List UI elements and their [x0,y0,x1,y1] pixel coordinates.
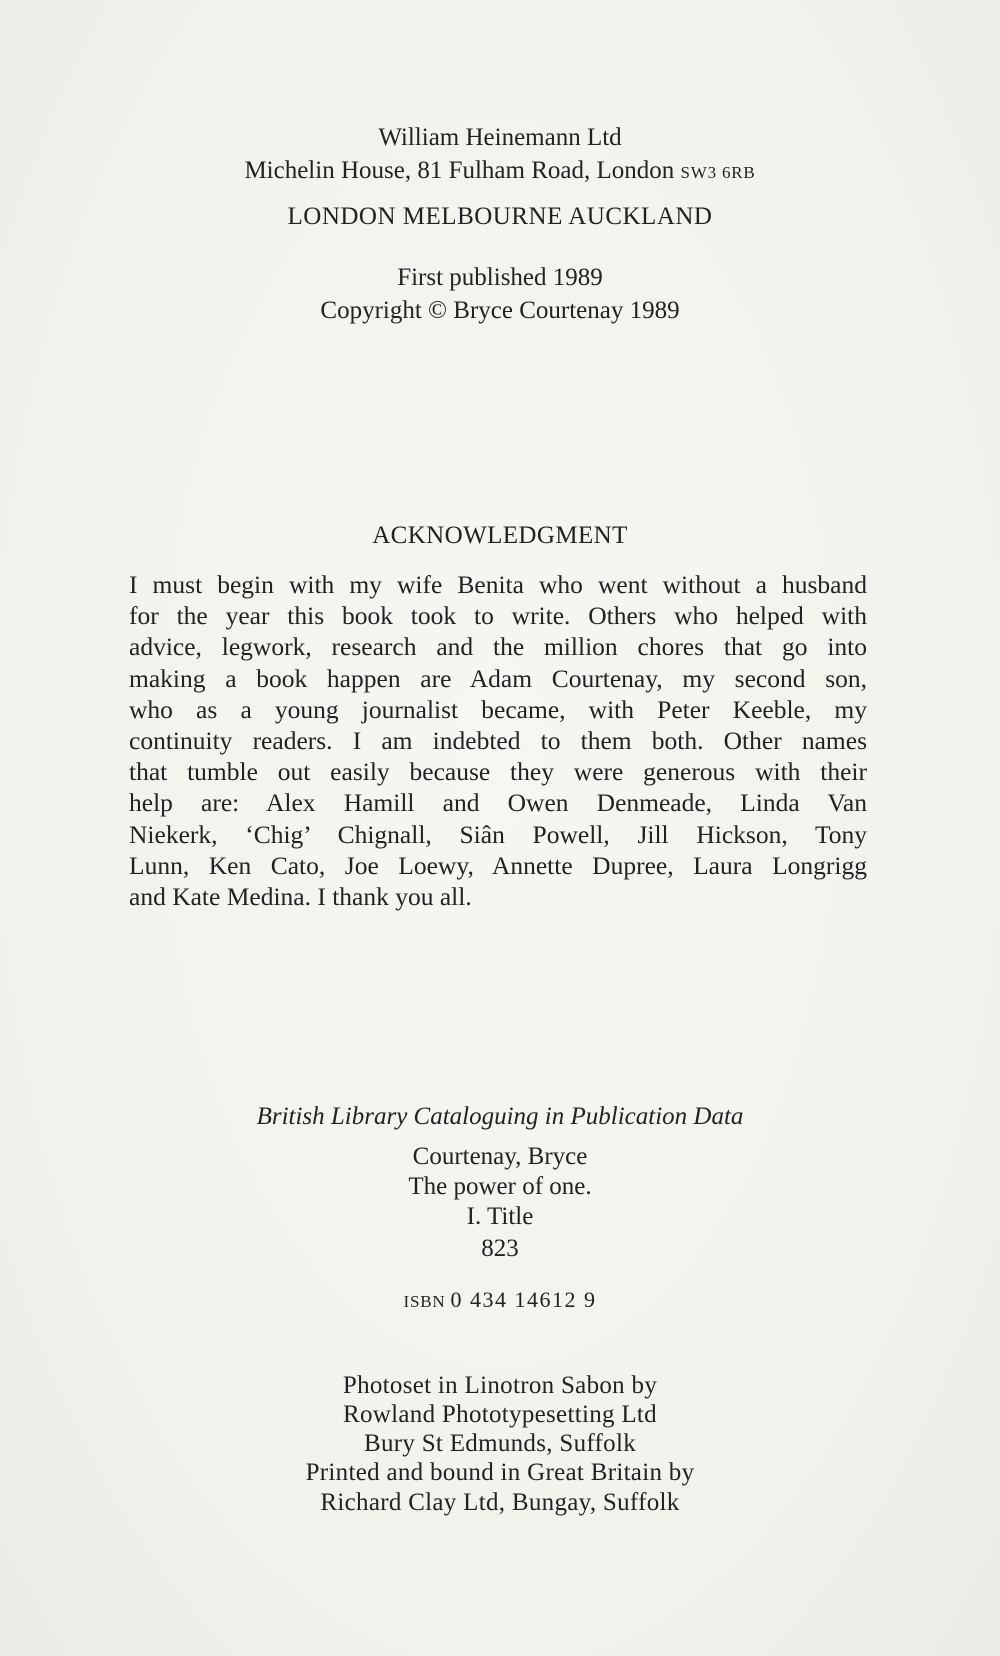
cataloguing-heading: British Library Cataloguing in Publication Data [256,1103,744,1130]
isbn-label: ISBN [403,1292,451,1311]
acknowledgment-line: advice, legwork, research and the million chores that go into [129,632,867,662]
address-postcode: SW3 6RB [680,163,756,182]
publisher-address [0,157,1000,185]
acknowledgment-line: that tumble out easily because they were generous with their [129,757,867,787]
publisher-cities: LONDON MELBOURNE AUCKLAND [287,203,713,230]
catalogue-classification: 823 [481,1235,519,1262]
acknowledgment-line: help are: Alex Hamill and Owen Denmeade, Linda Van [129,788,867,818]
acknowledgment-line: Lunn, Ken Cato, Joe Loewy, Annette Dupree, Laura Longrigg [129,850,867,880]
production-line: Bury St Edmunds, Suffolk [363,1430,637,1457]
address-main: Michelin House, 81 Fulham Road, London [244,157,681,184]
catalogue-author: Courtenay, Bryce [412,1143,588,1170]
first-published: First published 1989 [397,264,603,291]
catalogue-title: The power of one. [408,1173,592,1200]
acknowledgment-line: Niekerk, ‘Chig’ Chignall, Siân Powell, Jill Hickson, Tony [129,819,867,849]
publisher-name: William Heinemann Ltd [378,124,622,151]
acknowledgment-line: and Kate Medina. I thank you all. [129,881,472,911]
acknowledgment-line: continuity readers. I am indebted to them both. Other names [129,725,867,755]
acknowledgment-line: I must begin with my wife Benita who went without a husband [129,570,867,599]
acknowledgment-line: who as a young journalist became, with Peter Keeble, my [129,694,867,724]
production-line: Richard Clay Ltd, Bungay, Suffolk [320,1489,680,1516]
copyright-notice: Copyright © Bryce Courtenay 1989 [320,297,680,324]
production-line: Printed and bound in Great Britain by [305,1459,695,1486]
acknowledgment-line: making a book happen are Adam Courtenay, my second son, [129,663,867,693]
production-line: Rowland Phototypesetting Ltd [343,1401,657,1428]
catalogue-entry: I. Title [466,1203,534,1230]
isbn-number: 0 434 14612 9 [450,1287,597,1312]
isbn [0,1287,1000,1313]
acknowledgment-body [129,569,867,912]
acknowledgment-line: for the year this book took to write. Others who helped with [129,601,867,631]
acknowledgment-heading: ACKNOWLEDGMENT [372,522,628,549]
production-line: Photoset in Linotron Sabon by [342,1372,658,1399]
